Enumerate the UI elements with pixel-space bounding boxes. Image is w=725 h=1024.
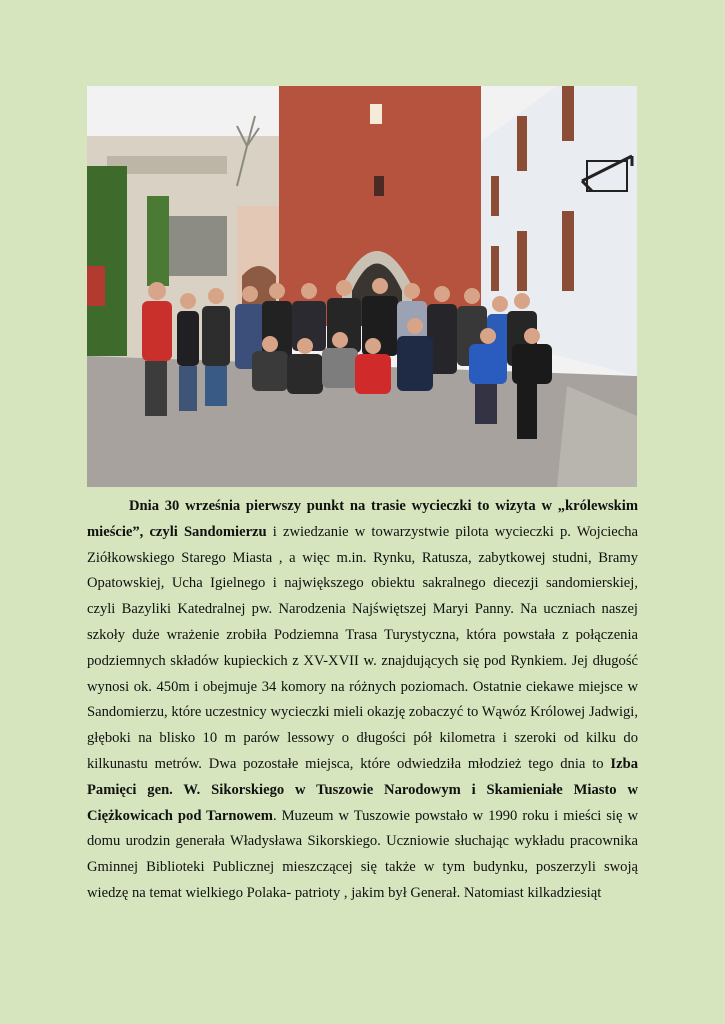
article-text <box>87 494 638 907</box>
article-run-1: i zwiedzanie w towarzystwie pilota wycieczki p. Wojciecha Ziółkowskiego Starego Miasta , a więc m.in. Rynku, Ratusza, zabytkowej studni, Bramy Opatowskiej, Ucha Igielnego i największego obiektu sakralnego diecezji sandomierskiej, czyli Bazyliki Katedralnej pw. Narodzenia Najświętszej Maryi Panny. Na uczniach naszej szkoły duże wrażenie zrobiła Podziemna Trasa Turystyczna, która powstała z połączenia podziemnych składów kupieckich z XV-XVII w. znajdujących się pod Rynkiem. Jej długość wynosi ok. 450m i obejmuje 34 komory na różnych poziomach. Ostatnie ciekawe miejsce w Sandomierzu, które uczestnicy wycieczki mieli okazję zobaczyć to Wąwóz Królowej Jadwigi, głęboki na blisko 10 m parów lessowy o długości pół kilometra i szeroki od kilku do kilkunastu metrów. Dwa pozostałe miejsca, które odwiedziła młodzież tego dnia to <box>87 523 638 772</box>
article-run-2: . Muzeum w Tuszowie powstało w 1990 roku i mieści się w domu urodzin generała Władysława Sikorskiego. Uczniowie słuchając wykładu pracownika Gminnej Biblioteki Publicznej mieszczącej się także w tym budynku, poszerzyli swoją wiedzę na temat wielkiego Polaka- patrioty , jakim był Generał. Natomiast kilkadziesiąt <box>87 807 638 901</box>
article-paragraph <box>87 494 638 907</box>
article-run-bold-2: Izba Pamięci gen. W. Sikorskiego w Tuszowie Narodowym i Skamieniałe Miasto w Ciężkowicach pod Tarnowem <box>87 755 638 824</box>
article-run-bold-1: Dnia 30 września pierwszy punkt na trasie wycieczki to wizyta w „królewskim mieście”, czyli Sandomierzu <box>87 498 638 540</box>
group-photo <box>87 86 637 487</box>
